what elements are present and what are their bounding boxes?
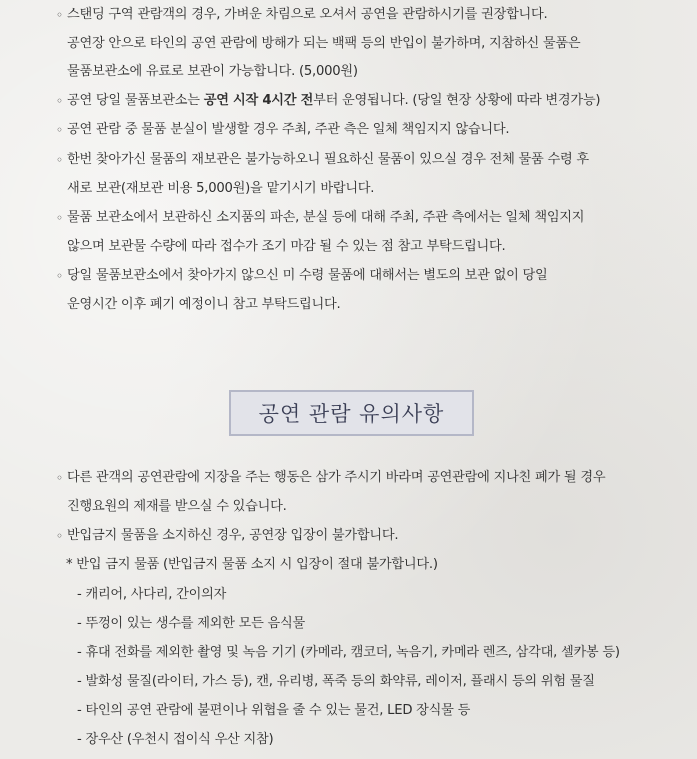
bullet-icon: ◦ xyxy=(56,211,64,225)
bullet-icon: ◦ xyxy=(56,94,64,108)
section-title: 공연 관람 유의사항 xyxy=(258,402,445,426)
notice-line: 물품보관소에 유료로 보관이 가능합니다. (5,000원) xyxy=(67,64,358,79)
notice-line: 진행요원의 제재를 받으실 수 있습니다. xyxy=(67,499,287,514)
notice-line: 다른 관객의 공연관람에 지장을 주는 행동은 삼가 주시기 바라며 공연관람에 지나친 폐가 될 경우 xyxy=(67,470,606,485)
notice-line: 당일 물품보관소에서 찾아가지 않으신 미 수령 물품에 대해서는 별도의 보관 없이 당일 xyxy=(67,268,548,283)
section-title-box xyxy=(229,390,474,436)
banned-item: - 발화성 물질(라이터, 가스 등), 캔, 유리병, 폭죽 등의 화약류, 레이저, 플래시 등의 위험 물질 xyxy=(77,674,595,689)
notice-line: 공연장 안으로 타인의 공연 관람에 방해가 되는 백팩 등의 반입이 불가하며, 지참하신 물품은 xyxy=(67,36,581,51)
bullet-icon: ◦ xyxy=(56,123,64,137)
emphasis-text: 공연 시작 4시간 전 xyxy=(203,93,314,108)
notice-line: 스탠딩 구역 관람객의 경우, 가벼운 차림으로 오셔서 공연을 관람하시기를 권장합니다. xyxy=(67,7,548,22)
notice-line: 새로 보관(재보관 비용 5,000원)을 맡기시기 바랍니다. xyxy=(67,181,375,196)
notice-line: 공연 관람 중 물품 분실이 발생할 경우 주최, 주관 측은 일체 책임지지 않습니다. xyxy=(67,122,510,137)
notice-line: 물품 보관소에서 보관하신 소지품의 파손, 분실 등에 대해 주최, 주관 측에서는 일체 책임지지 xyxy=(67,210,585,225)
notice-line: 반입금지 물품을 소지하신 경우, 공연장 입장이 불가합니다. xyxy=(67,528,399,543)
bullet-icon: ◦ xyxy=(56,8,64,22)
bullet-icon: ◦ xyxy=(56,471,64,485)
bullet-icon: ◦ xyxy=(56,529,64,543)
notice-line: 한번 찾아가신 물품의 재보관은 불가능하오니 필요하신 물품이 있으실 경우 전체 물품 수령 후 xyxy=(67,152,589,167)
notice-line-storage-hours: 공연 당일 물품보관소는 공연 시작 4시간 전부터 운영됩니다. (당일 현장 상황에 따라 변경가능) xyxy=(67,93,601,108)
bullet-icon: ◦ xyxy=(56,269,64,283)
notice-line: 않으며 보관물 수량에 따라 접수가 조기 마감 될 수 있는 점 참고 부탁드립니다. xyxy=(67,239,506,254)
banned-item: - 캐리어, 사다리, 간이의자 xyxy=(77,587,227,602)
banned-items-header: * 반입 금지 물품 (반입금지 물품 소지 시 입장이 절대 불가합니다.) xyxy=(66,557,438,572)
bullet-icon: ◦ xyxy=(56,153,64,167)
banned-item: - 장우산 (우천시 접이식 우산 지참) xyxy=(77,732,274,747)
banned-item: - 뚜껑이 있는 생수를 제외한 모든 음식물 xyxy=(77,616,305,631)
banned-item: - 타인의 공연 관람에 불편이나 위협을 줄 수 있는 물건, LED 장식물 등 xyxy=(77,703,471,718)
banned-item: - 휴대 전화를 제외한 촬영 및 녹음 기기 (카메라, 캠코더, 녹음기, 카메라 렌즈, 삼각대, 셀카봉 등) xyxy=(77,645,620,660)
notice-line: 운영시간 이후 폐기 예정이니 참고 부탁드립니다. xyxy=(67,297,341,312)
